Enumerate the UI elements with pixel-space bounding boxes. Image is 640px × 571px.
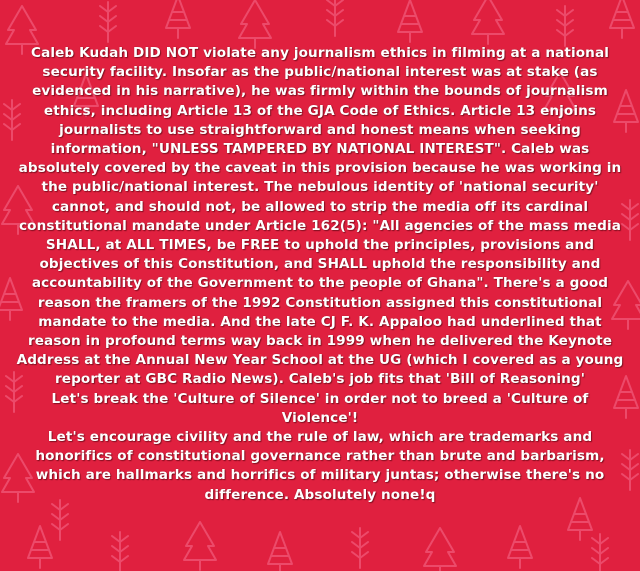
text-line: difference. Absolutely none!q [204,486,436,503]
text-line: mandate to the media. And the late CJ F. K. Appaloo had underlined that [38,313,602,330]
text-line: honorifics of constitutional governance rather than brute and barbarism, [35,448,605,465]
text-line: information, "UNLESS TAMPERED BY NATIONAL INTEREST". Caleb was [50,141,590,158]
text-line: the public/national interest. The nebulous identity of 'national security' [41,179,599,196]
text-line: objectives of this Constitution, and SHALL uphold the responsibility and [39,256,601,273]
text-line: Let's break the 'Culture of Silence' in order not to breed a 'Culture of [51,390,589,407]
text-line: Let's encourage civility and the rule of law, which are trademarks and [47,429,593,446]
text-line: accountability of the Government to the people of Ghana". There's a good [31,275,609,292]
text-line: reason in profound terms way back in 1999 when he delivered the Keynote [27,333,613,350]
text-line: Violence'! [281,409,359,426]
text-line: Address at the Annual New Year School at the UG (which I covered as a young [16,352,624,369]
text-line: reporter at GBC Radio News). Caleb's job fits that 'Bill of Reasoning' [54,371,586,388]
text-line: which are hallmarks and horrifics of military juntas; otherwise there's no [35,467,605,484]
text-line: ethics, including Article 13 of the GJA Code of Ethics. Article 13 enjoins [43,102,597,119]
text-line: evidenced in his narrative), he was firmly within the bounds of journalism [32,83,608,100]
text-line: journalists to use straightforward and honest means when seeking [59,121,581,138]
text-line: reason the framers of the 1992 Constitution assigned this constitutional [37,294,603,311]
text-line: constitutional mandate under Article 162(5): "All agencies of the mass media [19,217,621,234]
post-text-block [16,44,624,505]
text-line: cannot, and should not, be allowed to strip the media off its cardinal [51,198,589,215]
text-line: absolutely covered by the caveat in this provision because he was working in [18,160,622,177]
text-line: security facility. Insofar as the public/national interest was at stake (as [42,64,598,81]
text-line: SHALL, at ALL TIMES, be FREE to uphold the principles, provisions and [45,237,595,254]
text-line: Caleb Kudah DID NOT violate any journalism ethics in filming at a national [31,45,609,61]
